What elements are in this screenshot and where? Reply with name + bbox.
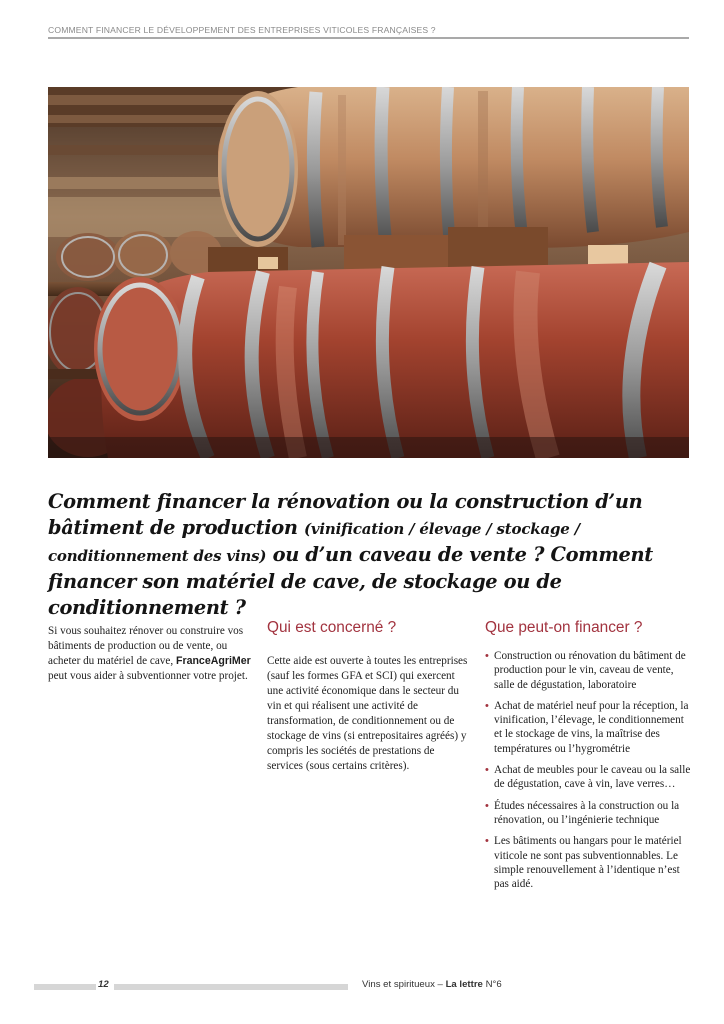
publication-label: Vins et spiritueux – [362,979,443,990]
intro-paragraph [48,624,253,684]
intro-text: Si vous souhaitez rénover ou construire vos bâtiments de production ou de vente, ou acheter du matériel de cave, [48,625,244,667]
bullet-icon: • [485,799,489,812]
headline-rest: ou d’un caveau de vente ? Comment financer son matériel de cave, de stockage ou de conditionnement ? [48,543,653,619]
list-item [485,699,692,756]
headline-main: Comment financer la rénovation ou la construction d’un bâtiment de production [48,490,643,539]
list-item-text: Achat de meubles pour le caveau ou la salle de dégustation, cave à vin, lave verres… [494,764,691,791]
running-head: COMMENT FINANCER LE DÉVELOPPEMENT DES ENTREPRISES VITICOLES FRANÇAISES ? [48,25,436,35]
header-rule [48,37,689,39]
intro-text-end: peut vous aider à subventionner votre projet. [48,670,248,682]
publication-name [362,979,502,990]
list-item-text: Études nécessaires à la construction ou la rénovation, ou l’ingénierie technique [494,799,680,826]
que-heading: Que peut-on financer ? [485,619,643,636]
article-headline [48,489,693,621]
bullet-icon: • [485,835,489,848]
franceagrimer-name: FranceAgriMer [175,655,251,667]
qui-paragraph: Cette aide est ouverte à toutes les entreprises (sauf les formes GFA et SCI) qui exercent une activité économique dans le secteur du vin et qui réalisent une activité de transformation, de conditionnement ou de stockage de vins (si entrepositaires agréés) y compris les sociétés de prestations de services (sous certains critères). [267,655,468,772]
list-item-text: Les bâtiments ou hangars pour le matériel viticole ne sont pas subventionnables. Le simple renouvellement à l’identique n’est pas aidé. [494,835,682,891]
financing-list [485,649,692,898]
issue-number: N°6 [485,979,502,990]
footer-bar-left [34,984,96,990]
list-item [485,799,692,828]
list-item-text: Construction ou rénovation du bâtiment de production pour le vin, caveau de vente, salle de dégustation, laboratoire [494,650,686,691]
publication-title: La lettre [445,979,483,990]
qui-heading: Qui est concerné ? [267,619,397,636]
bullet-icon: • [485,764,489,777]
bullet-icon: • [485,699,489,712]
list-item [485,834,692,891]
bullet-icon: • [485,650,489,662]
headline-subnote: (vinification / élevage / stockage / conditionnement des vins) [48,520,580,565]
list-item [485,649,692,692]
list-item [485,763,692,792]
wine-barrels-photo [48,87,689,458]
page-number: 12 [98,979,109,990]
footer-bar-right [114,984,348,990]
list-item-text: Achat de matériel neuf pour la réception, la vinification, l’élevage, le conditionnement et le stockage de vins, la maîtrise des températures ou l’hygrométrie [494,699,689,755]
